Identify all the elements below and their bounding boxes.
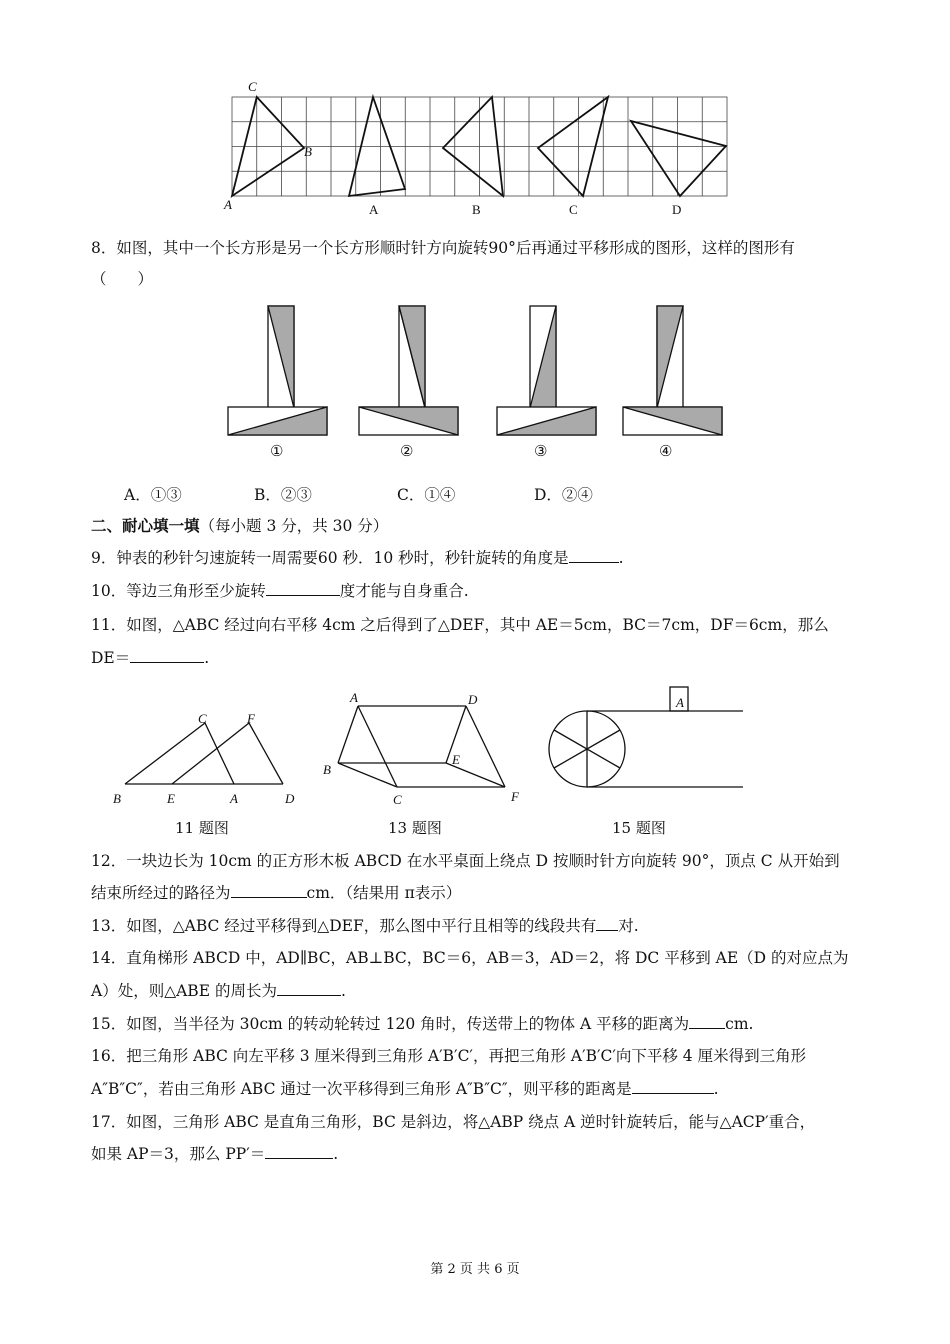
- fig13-caption: 13 题图: [388, 819, 442, 837]
- q9-text: 9．钟表的秒针匀速旋转一周需要60 秒．10 秒时，秒针旋转的角度是: [91, 549, 569, 567]
- q7-label-c: C: [248, 79, 257, 94]
- section-2-note: （每小题 3 分，共 30 分）: [199, 517, 389, 535]
- q7-option-c-label: C: [569, 202, 578, 217]
- section-2-title: 二、耐心填一填: [91, 516, 200, 535]
- q11-text: DE＝: [91, 649, 131, 667]
- q17-text: 如果 AP＝3，那么 PP′＝: [91, 1145, 266, 1163]
- q16-text: A″B″C″，若由三角形 ABC 通过一次平移得到三角形 A″B″C″，则平移的距离是: [91, 1080, 632, 1098]
- q12-line1: 12．一块边长为 10cm 的正方形木板 ABCD 在水平桌面上绕点 D 按顺时针方向旋转 90°，顶点 C 从开始到: [91, 852, 840, 870]
- fig11-label-a: A: [230, 791, 238, 806]
- q17-blank[interactable]: [265, 1143, 333, 1159]
- q16-line2: [91, 1078, 719, 1100]
- q10-text-b: 度才能与自身重合.: [339, 582, 469, 600]
- q7-option-b-label: B: [472, 202, 481, 217]
- q12-text-a: 结束所经过的路径为: [91, 884, 231, 902]
- fig13-label-f: F: [511, 789, 519, 804]
- q14-end: .: [340, 982, 346, 1000]
- q11-line1: 11．如图，△ABC 经过向右平移 4cm 之后得到了△DEF，其中 AE＝5cm，BC＝7cm，DF＝6cm，那么: [91, 616, 829, 634]
- q16-line1: 16．把三角形 ABC 向左平移 3 厘米得到三角形 A′B′C′，再把三角形 A′B′C′向下平移 4 厘米得到三角形: [91, 1047, 807, 1065]
- fig11-label-d: D: [285, 791, 295, 806]
- q10-text-a: 10．等边三角形至少旋转: [91, 582, 266, 600]
- page-footer: 第 2 页 共 6 页: [430, 1262, 520, 1277]
- q7-label-a: A: [224, 197, 232, 212]
- fig13-label-a: A: [350, 690, 358, 705]
- q10-blank[interactable]: [266, 580, 340, 596]
- q12-text-b: cm．（结果用 π表示）: [306, 884, 462, 902]
- fig13-label-e: E: [452, 752, 460, 767]
- fig13-label-b: B: [323, 762, 331, 777]
- fig11-label-e: E: [167, 791, 175, 806]
- q8-figure-label-1: ①: [270, 442, 284, 460]
- fig15-diagram: [548, 683, 748, 798]
- q13-blank[interactable]: [596, 915, 618, 931]
- q17-line2: [91, 1143, 338, 1165]
- q15-question: [91, 1013, 753, 1035]
- fig11-label-b: B: [113, 791, 121, 806]
- q8-figure-label-4: ④: [659, 442, 673, 460]
- q8-figure-label-3: ③: [534, 442, 548, 460]
- q15-blank[interactable]: [689, 1013, 725, 1029]
- q8-figure-label-2: ②: [400, 442, 414, 460]
- q15-text-a: 15．如图，当半径为 30cm 的转动轮转过 120 角时，传送带上的物体 A 平移的距离为: [91, 1015, 690, 1033]
- q13-question: [91, 915, 639, 937]
- fig13-label-d: D: [468, 692, 478, 707]
- q17-line1: 17．如图，三角形 ABC 是直角三角形，BC 是斜边，将△ABP 绕点 A 逆时针旋转后，能与△ACP′重合，: [91, 1113, 816, 1131]
- q17-end: .: [333, 1145, 339, 1163]
- q14-line1: 14．直角梯形 ABCD 中，AD∥BC，AB⊥BC，BC＝6，AB＝3，AD＝2，将 DC 平移到 AE（D 的对应点为: [91, 949, 849, 967]
- q11-blank[interactable]: [130, 647, 204, 663]
- q7-option-d-label: D: [672, 202, 682, 217]
- fig15-caption: 15 题图: [612, 819, 666, 837]
- q12-blank[interactable]: [231, 882, 307, 898]
- fig11-caption: 11 题图: [175, 819, 229, 837]
- fig11-label-f: F: [247, 711, 255, 726]
- q9-end: .: [618, 549, 624, 567]
- q8-option-d: D．②④: [534, 486, 593, 504]
- q16-blank[interactable]: [632, 1078, 714, 1094]
- q9-question: [91, 547, 624, 569]
- section-2-heading: [91, 515, 388, 537]
- q14-blank[interactable]: [277, 980, 341, 996]
- q8-option-b: B．②③: [254, 486, 312, 504]
- q9-blank[interactable]: [569, 547, 619, 563]
- q8-figures: [225, 303, 725, 438]
- q8-paren: （ ）: [91, 270, 154, 288]
- q16-end: .: [713, 1080, 719, 1098]
- fig11-label-c: C: [198, 711, 207, 726]
- q8-option-a: A．①③: [124, 486, 182, 504]
- fig13-label-c: C: [393, 792, 402, 807]
- q8-option-c: C．①④: [397, 486, 456, 504]
- q12-line2: [91, 882, 461, 904]
- q11-line2: [91, 647, 209, 669]
- q10-question: [91, 580, 469, 602]
- q8-question: 8．如图，其中一个长方形是另一个长方形顺时针方向旋转90°后再通过平移形成的图形，这样的图形有: [91, 239, 795, 257]
- fig13-diagram: [335, 700, 515, 795]
- q11-end: .: [204, 649, 210, 667]
- q13-text-a: 13．如图，△ABC 经过平移得到△DEF，那么图中平行且相等的线段共有: [91, 917, 597, 935]
- q13-text-b: 对.: [618, 917, 639, 935]
- q14-line2: [91, 980, 346, 1002]
- q14-text: A）处，则△ABE 的周长为: [91, 982, 277, 1000]
- q7-option-a-label: A: [369, 202, 379, 217]
- q7-label-b: B: [304, 144, 312, 159]
- q15-text-b: cm.: [725, 1015, 754, 1033]
- fig15-label-a: A: [676, 695, 684, 710]
